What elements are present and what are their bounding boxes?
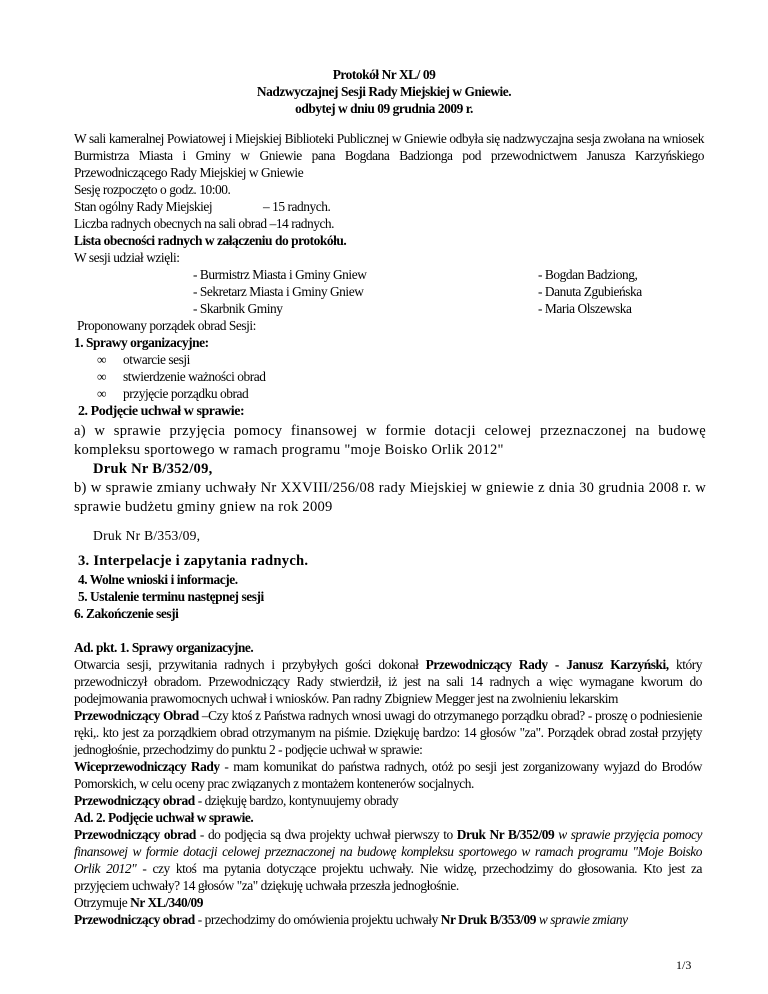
session-title: Nadzwyczajnej Sesji Rady Miejskiej w Gniewie. xyxy=(256,84,512,99)
section-2-paragraph-3: Przewodniczący obrad - przechodzimy do omówienia projektu uchwały Nr Druk B/353/09 w sprawie zmiany xyxy=(74,912,628,927)
infinity-bullet-icon: ∞ xyxy=(97,352,107,367)
participant-role: - Skarbnik Gminy xyxy=(193,301,283,316)
section-1-paragraph-1: Otwarcia sesji, przywitania radnych i przybyłych gości dokonał Przewodniczący Rady - Janusz Karzyński, który przewodniczył obradom. Przewodniczący Rady stwierdził, iż jest na sali 14 radnych a więc wymagane kworum do podejmowania prawomocnych uchwał i wniosków. Pan radny Zbigniew Megger jest na zwolnieniu lekarskim xyxy=(74,657,702,706)
session-date: odbytej w dniu 09 grudnia 2009 r. xyxy=(295,101,473,116)
agenda-item-3: 3. Interpelacje i zapytania radnych. xyxy=(78,553,309,569)
attendance-note: Lista obecności radnych w załączeniu do protokółu. xyxy=(74,233,347,248)
infinity-bullet-icon: ∞ xyxy=(97,386,107,401)
agenda-item-4: 4. Wolne wnioski i informacje. xyxy=(78,572,238,587)
participant-role: - Sekretarz Miasta i Gminy Gniew xyxy=(193,284,364,299)
agenda-item-2b-druk: Druk Nr B/353/09, xyxy=(93,528,201,543)
section-1-paragraph-3: Wiceprzewodniczący Rady - mam komunikat do państwa radnych, otóż po sesji jest zorganizowany wyjazd do Brodów Pomorskich, w celu oceny prac związanych z montażem kontenerów socjalnych. xyxy=(74,759,702,791)
participant-name: - Maria Olszewska xyxy=(538,301,632,316)
agenda-item-5: 5. Ustalenie terminu następnej sesji xyxy=(78,589,264,604)
section-1-heading: Ad. pkt. 1. Sprawy organizacyjne. xyxy=(74,640,254,655)
section-1-paragraph-2: Przewodniczący Obrad –Czy ktoś z Państwa radnych wnosi uwagi do otrzymanego porządku obrad? - proszę o podniesienie ręki,. kto jest za porządkiem obrad otrzymanym na piśmie. Dziękuję bardzo: 14 głosów "za". Porządek obrad został przyjęty jednogłośnie, przechodzimy do punktu 2 - podjęcie uchwał w sprawie: xyxy=(74,708,702,757)
agenda-intro: Proponowany porządek obrad Sesji: xyxy=(77,318,256,333)
section-2-resolution-number: Otrzymuje Nr XL/340/09 xyxy=(74,895,203,910)
intro-paragraph: W sali kameralnej Powiatowej i Miejskiej Biblioteki Publicznej w Gniewie odbyła się nadzwyczajna sesja zwołana na wniosek Burmistrza Miasta i Gminy w Gniewie pana Bogdana Badzionga pod przewodnictwem Janusza Karzyńskiego Przewodniczącego Rady Miejskiej w Gniewie xyxy=(74,131,704,180)
council-total-label: Stan ogólny Rady Miejskiej xyxy=(74,199,213,214)
agenda-item-1: 1. Sprawy organizacyjne: xyxy=(74,335,209,350)
agenda-item-2: 2. Podjęcie uchwał w sprawie: xyxy=(78,404,245,419)
agenda-item-2a: a) w sprawie przyjęcia pomocy finansowej w formie dotacji celowej przeznaczonej na budowę kompleksu sportowego w ramach programu "moje Boisko Orlik 2012" xyxy=(74,423,706,458)
council-total-value: – 15 radnych. xyxy=(263,199,331,214)
participant-name: - Danuta Zgubieńska xyxy=(538,284,642,299)
infinity-bullet-icon: ∞ xyxy=(97,369,107,384)
agenda-item-2a-druk: Druk Nr B/352/09, xyxy=(93,461,213,477)
session-start: Sesję rozpoczęto o godz. 10:00. xyxy=(74,182,231,197)
section-2-heading: Ad. 2. Podjęcie uchwał w sprawie. xyxy=(74,810,254,825)
present-count: Liczba radnych obecnych na sali obrad –14 radnych. xyxy=(74,216,335,231)
participant-name: - Bogdan Badziong, xyxy=(538,267,638,282)
section-2-paragraph-1: Przewodniczący obrad - do podjęcia są dwa projekty uchwał pierwszy to Druk Nr B/352/09 w sprawie przyjęcia pomocy finansowej w formie dotacji celowej przeznaczonej na budowę kompleksu sportowego w ramach programu "Moje Boisko Orlik 2012" - czy ktoś ma pytania dotyczące projektu uchwały. Nie widzę, przechodzimy do głosowania. Kto jest za przyjęciem uchwały? 14 głosów "za" dziękuję uchwała przeszła jednogłośnie. xyxy=(74,827,702,893)
participant-role: - Burmistrz Miasta i Gminy Gniew xyxy=(193,267,367,282)
section-1-paragraph-4: Przewodniczący obrad - dziękuję bardzo, kontynuujemy obrady xyxy=(74,793,399,808)
protocol-title: Protokół Nr XL/ 09 xyxy=(332,67,436,82)
agenda-sub-item: ∞ otwarcie sesji xyxy=(97,352,190,367)
agenda-item-2b: b) w sprawie zmiany uchwały Nr XXVIII/256/08 rady Miejskiej w gniewie z dnia 30 grudnia 2008 r. w sprawie budżetu gminy gniew na rok 2009 xyxy=(74,480,706,515)
participants-header: W sesji udział wzięli: xyxy=(74,250,180,265)
agenda-sub-item: ∞ przyjęcie porządku obrad xyxy=(97,386,249,401)
agenda-item-6: 6. Zakończenie sesji xyxy=(74,606,179,621)
page-number: 1/3 xyxy=(676,958,692,972)
agenda-sub-item: ∞ stwierdzenie ważności obrad xyxy=(97,369,266,384)
